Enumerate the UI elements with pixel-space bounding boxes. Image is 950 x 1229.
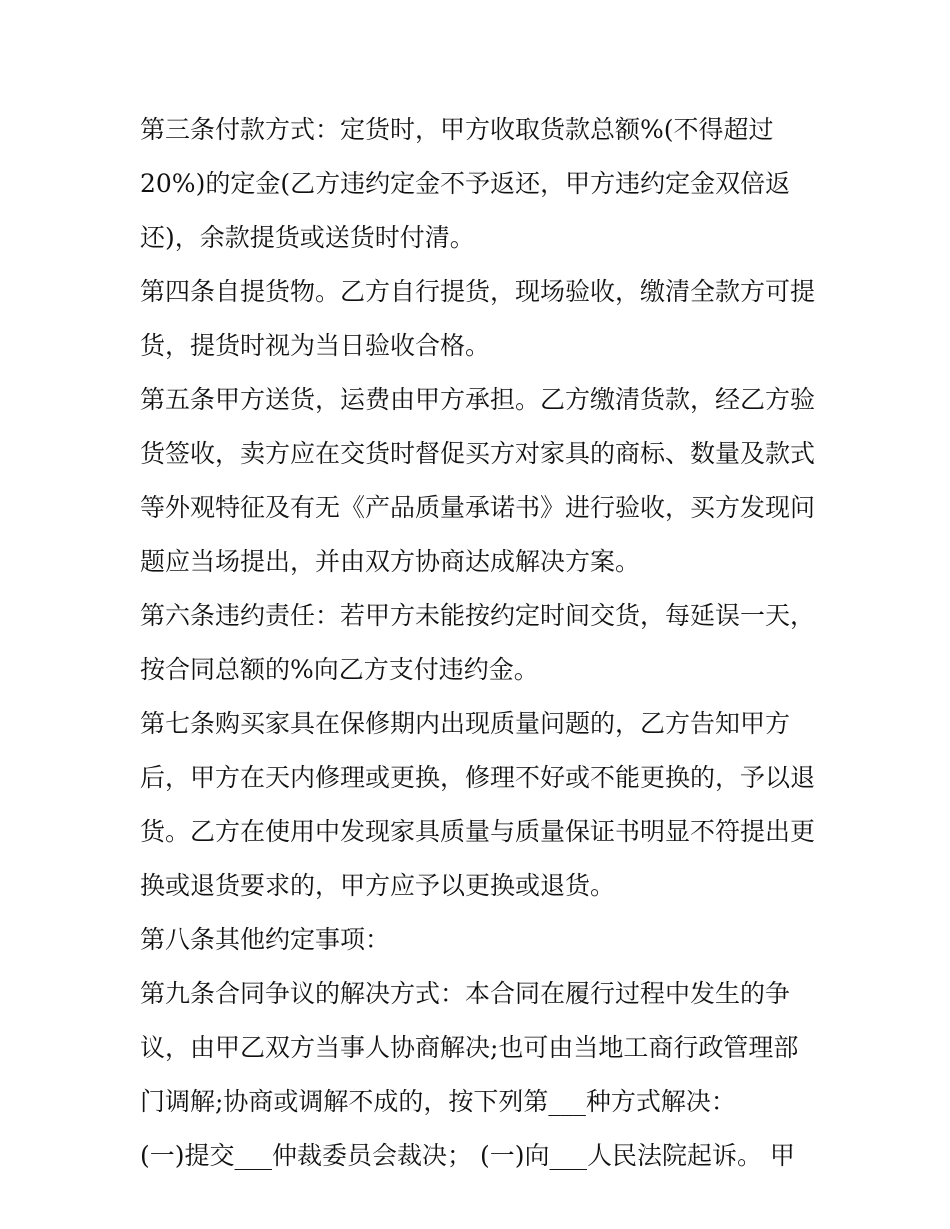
- paragraph-line: 等外观特征及有无《产品质量承诺书》进行验收，买方发现问: [140, 493, 816, 522]
- paragraph-line: 后，甲方在天内修理或更换，修理不好或不能更换的，予以退: [140, 763, 816, 792]
- paragraph-line: 第六条违约责任：若甲方未能按约定时间交货，每延误一天，: [140, 601, 816, 630]
- paragraph-line: (一)提交___仲裁委员会裁决； (一)向___人民法院起诉。 甲: [140, 1141, 795, 1170]
- paragraph-line: 题应当场提出，并由双方协商达成解决方案。: [140, 547, 641, 576]
- paragraph-line: 第三条付款方式：定货时，甲方收取货款总额%(不得超过: [140, 115, 774, 144]
- paragraph-line: 按合同总额的%向乙方支付违约金。: [140, 655, 539, 684]
- paragraph-line: 门调解;协商或调解不成的，按下列第___种方式解决：: [140, 1087, 736, 1116]
- paragraph-line: 第四条自提货物。乙方自行提货，现场验收，缴清全款方可提: [140, 277, 816, 306]
- paragraph-line: 还)，余款提货或送货时付清。: [140, 223, 475, 252]
- paragraph-line: 第八条其他约定事项：: [140, 925, 391, 954]
- paragraph-line: 换或退货要求的，甲方应予以更换或退货。: [140, 871, 616, 900]
- paragraph-line: 货签收，卖方应在交货时督促买方对家具的商标、数量及款式: [140, 439, 816, 468]
- paragraph-line: 货。乙方在使用中发现家具质量与质量保证书明显不符提出更: [140, 817, 816, 846]
- paragraph-line: 第七条购买家具在保修期内出现质量问题的，乙方告知甲方: [140, 709, 791, 738]
- paragraph-line: 第五条甲方送货，运费由甲方承担。乙方缴清货款，经乙方验: [140, 385, 816, 414]
- document-body: [140, 103, 820, 1183]
- paragraph-line: 议，由甲乙双方当事人协商解决;也可由当地工商行政管理部: [140, 1033, 799, 1062]
- paragraph-line: 第九条合同争议的解决方式：本合同在履行过程中发生的争: [140, 979, 791, 1008]
- paragraph-line: 货，提货时视为当日验收合格。: [140, 331, 491, 360]
- paragraph-line: 20%)的定金(乙方违约定金不予返还，甲方违约定金双倍返: [140, 169, 791, 198]
